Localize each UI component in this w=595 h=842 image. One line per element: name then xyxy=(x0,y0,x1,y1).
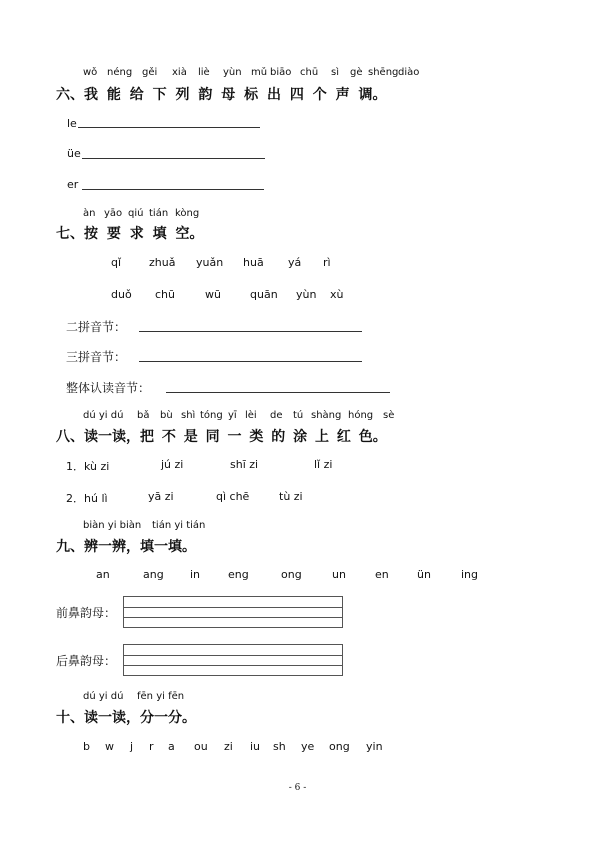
s7-fill-label: 整体认读音节： xyxy=(66,381,151,395)
pinyin: wǒ xyxy=(83,67,98,78)
final-item: in xyxy=(190,568,201,581)
phonetic-item: ong xyxy=(329,740,350,753)
final-item: eng xyxy=(228,568,249,581)
pinyin: gè xyxy=(350,67,363,78)
s7-pinyin-row xyxy=(0,208,595,222)
pinyin: bǎ xyxy=(137,410,150,421)
pinyin-word: rì xyxy=(323,256,331,269)
pinyin-word: xù xyxy=(330,288,344,301)
s8-item: shī zi xyxy=(230,458,259,471)
pinyin: gěi xyxy=(142,67,158,78)
phonetic-item: ye xyxy=(301,740,315,753)
pinyin: yī xyxy=(228,410,237,421)
pinyin-word: yùn xyxy=(296,288,317,301)
s8-pinyin-row xyxy=(0,410,595,424)
pinyin-word: yuǎn xyxy=(196,256,224,269)
phonetic-item: w xyxy=(105,740,114,753)
pinyin: liè xyxy=(198,67,210,78)
s8-item: yā zi xyxy=(148,490,174,503)
pinyin: dú yi dú xyxy=(83,410,124,421)
pinyin: de xyxy=(270,410,283,421)
section-8-heading: 八、读一读，把 不 是 同 一 类 的 涂 上 红 色。 xyxy=(56,429,387,445)
pinyin-word: duǒ xyxy=(111,288,132,301)
pinyin: sì xyxy=(331,67,339,78)
s8-item: jú zi xyxy=(161,458,184,471)
section-6-heading: 六、我 能 给 下 列 韵 母 标 出 四 个 声 调。 xyxy=(56,87,387,103)
s8-item: 1．kù zi xyxy=(66,460,110,473)
pinyin-word: yá xyxy=(288,256,302,269)
pinyin: shì xyxy=(181,410,196,421)
s9-pinyin-row xyxy=(0,520,595,534)
s7-fill-label: 二拼音节： xyxy=(66,320,127,334)
phonetic-item: sh xyxy=(273,740,286,753)
pinyin: yùn xyxy=(223,67,242,78)
pinyin-word: quān xyxy=(250,288,278,301)
s8-item: lǐ zi xyxy=(314,458,333,471)
pinyin: tián xyxy=(149,208,169,219)
phonetic-item: ou xyxy=(194,740,208,753)
s8-item: 2．hú lì xyxy=(66,492,108,505)
answer-line[interactable] xyxy=(139,361,362,362)
pinyin: tián yi tián xyxy=(152,520,206,531)
answer-line[interactable] xyxy=(82,189,264,190)
pinyin: yāo xyxy=(104,208,123,219)
back-nasal-answer-box[interactable] xyxy=(123,644,343,676)
s8-item: qì chē xyxy=(216,490,250,503)
pinyin: biāo xyxy=(270,67,292,78)
s8-item: tù zi xyxy=(279,490,303,503)
answer-line[interactable] xyxy=(166,392,390,393)
pinyin: sè xyxy=(383,410,395,421)
phonetic-item: b xyxy=(83,740,90,753)
pinyin-word: chū xyxy=(155,288,175,301)
pinyin-word: huā xyxy=(243,256,264,269)
final-item: ün xyxy=(417,568,431,581)
final-item: ong xyxy=(281,568,302,581)
pinyin-word: zhuǎ xyxy=(149,256,176,269)
box-rule xyxy=(124,665,342,666)
pinyin-word: wū xyxy=(205,288,221,301)
final-item: en xyxy=(375,568,389,581)
pinyin: shēng xyxy=(368,67,399,78)
answer-line[interactable] xyxy=(82,158,265,159)
final-item: un xyxy=(332,568,346,581)
front-nasal-label: 前鼻韵母： xyxy=(56,606,117,620)
s10-pinyin-row xyxy=(0,691,595,705)
pinyin: diào xyxy=(398,67,420,78)
pinyin: tóng xyxy=(200,410,223,421)
pinyin-word: qǐ xyxy=(111,256,122,269)
pinyin: hóng xyxy=(348,410,374,421)
final-item: an xyxy=(96,568,110,581)
box-rule xyxy=(124,655,342,656)
phonetic-item: a xyxy=(168,740,175,753)
s6-pinyin-row xyxy=(0,67,595,81)
pinyin: chū xyxy=(300,67,319,78)
s6-line-label: üe xyxy=(67,147,81,160)
s6-line-label: er xyxy=(67,178,79,191)
answer-line[interactable] xyxy=(78,127,260,128)
phonetic-item: r xyxy=(149,740,154,753)
front-nasal-answer-box[interactable] xyxy=(123,596,343,628)
pinyin: tú xyxy=(293,410,304,421)
phonetic-item: iu xyxy=(250,740,261,753)
pinyin: mǔ xyxy=(251,67,268,78)
s6-line-label: le xyxy=(67,117,77,130)
pinyin: lèi xyxy=(245,410,257,421)
box-rule xyxy=(124,617,342,618)
final-item: ing xyxy=(461,568,479,581)
answer-line[interactable] xyxy=(139,331,362,332)
pinyin: kòng xyxy=(175,208,200,219)
pinyin: fēn yi fēn xyxy=(137,691,185,702)
phonetic-item: j xyxy=(130,740,134,753)
back-nasal-label: 后鼻韵母： xyxy=(56,654,117,668)
section-7-heading: 七、按 要 求 填 空。 xyxy=(56,226,204,242)
section-9-heading: 九、辨一辨，填一填。 xyxy=(56,539,196,555)
pinyin: shàng xyxy=(311,410,342,421)
pinyin: àn xyxy=(83,208,96,219)
page-number: - 6 - xyxy=(288,783,307,793)
box-rule xyxy=(124,607,342,608)
pinyin: qiú xyxy=(128,208,144,219)
pinyin: dú yi dú xyxy=(83,691,124,702)
s7-fill-label: 三拼音节： xyxy=(66,350,127,364)
pinyin: néng xyxy=(107,67,133,78)
pinyin: biàn yi biàn xyxy=(83,520,142,531)
final-item: ang xyxy=(143,568,164,581)
pinyin: xià xyxy=(172,67,187,78)
pinyin: bù xyxy=(160,410,173,421)
phonetic-item: yin xyxy=(366,740,383,753)
phonetic-item: zi xyxy=(224,740,233,753)
section-10-heading: 十、读一读，分一分。 xyxy=(56,710,196,726)
